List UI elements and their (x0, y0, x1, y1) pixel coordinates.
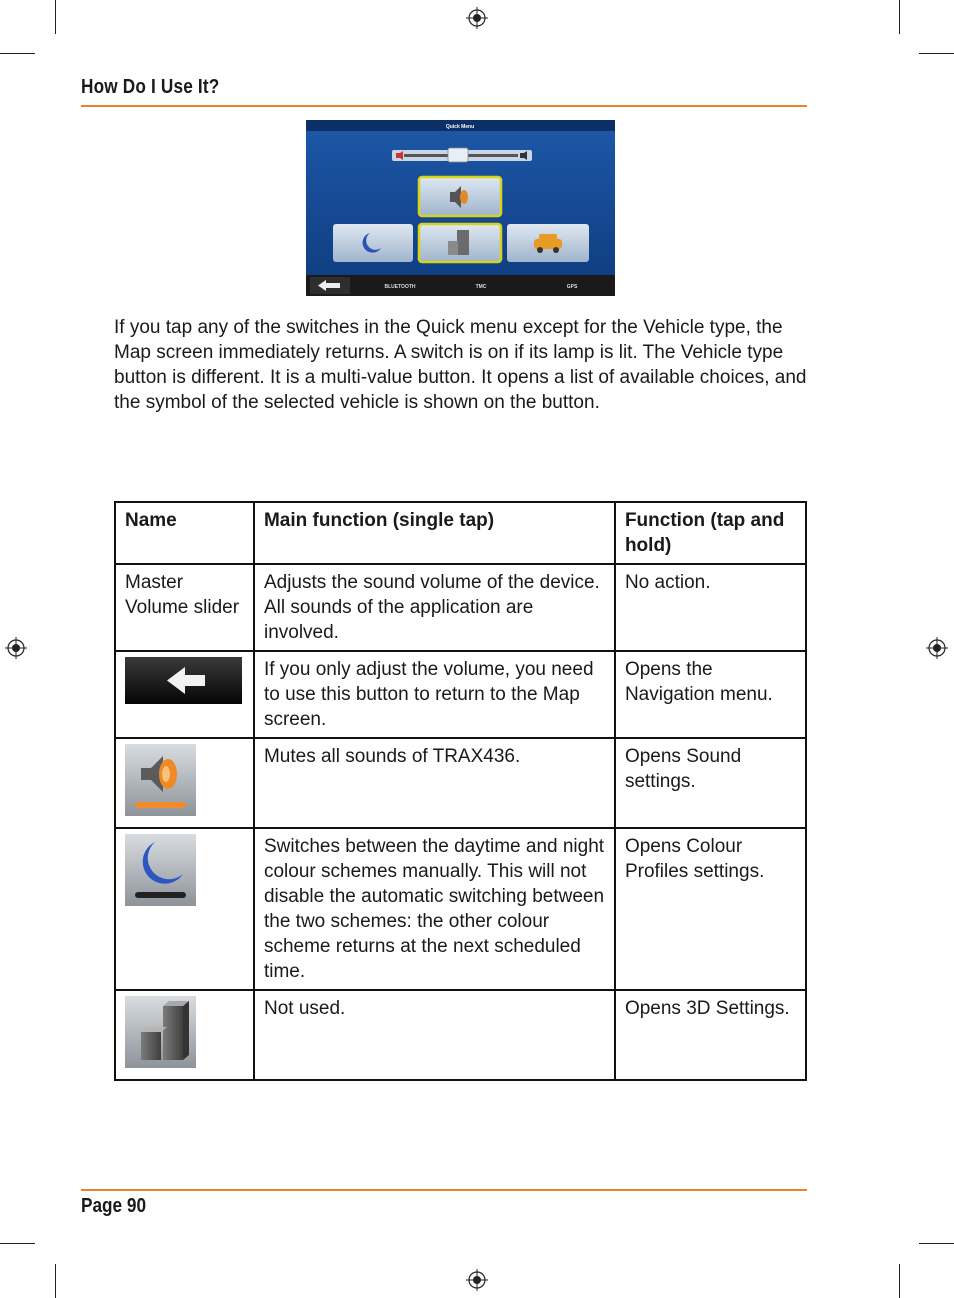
row-icon-cell (115, 990, 254, 1080)
crop-mark (899, 0, 900, 34)
crop-mark (899, 1264, 900, 1298)
row-name: Master Volume slider (115, 564, 254, 651)
gps-button[interactable]: GPS (566, 284, 578, 290)
quick-menu-screenshot (306, 120, 615, 296)
registration-mark-icon (5, 637, 27, 659)
back-arrow-icon (125, 657, 242, 704)
tmc-button[interactable]: TMC (475, 284, 487, 290)
page-number: Page 90 (81, 1195, 147, 1217)
mute-switch[interactable] (419, 177, 501, 216)
row-icon-cell (115, 651, 254, 738)
crop-mark (919, 53, 954, 54)
3d-buildings-icon (125, 996, 196, 1068)
table-header-row (115, 502, 806, 564)
vehicle-type-button[interactable] (507, 224, 589, 262)
row-icon-cell (115, 738, 254, 828)
back-button[interactable] (310, 277, 350, 294)
table-row (115, 651, 806, 738)
quick-menu-functions-table (114, 501, 807, 1081)
registration-mark-icon (926, 637, 948, 659)
registration-mark-icon (466, 1269, 488, 1291)
row-icon-cell (115, 828, 254, 990)
intro-paragraph: If you tap any of the switches in the Quick menu except for the Vehicle type, the Map screen immediately returns. A switch is on if its lamp is lit. The Vehicle type button is different. It is a multi-value button. It opens a list of available choices, and the symbol of the selected vehicle is shown on the button. (114, 317, 807, 413)
crop-mark (55, 0, 56, 34)
row-main-function: Not used. (254, 990, 615, 1080)
column-header-tap-and-hold: Function (tap and hold) (615, 502, 806, 564)
column-header-main-function: Main function (single tap) (254, 502, 615, 564)
table-row (115, 990, 806, 1080)
row-main-function: Adjusts the sound volume of the device. All sounds of the application are involved. (254, 564, 615, 651)
speaker-icon (125, 744, 196, 816)
row-main-function: Mutes all sounds of TRAX436. (254, 738, 615, 828)
moon-icon (125, 834, 196, 906)
row-hold-function: Opens Colour Profiles settings. (615, 828, 806, 990)
column-header-name: Name (115, 502, 254, 564)
crop-mark (55, 1264, 56, 1298)
registration-mark-icon (466, 7, 488, 29)
quick-menu-title: Quick Menu (445, 124, 475, 130)
row-hold-function: No action. (615, 564, 806, 651)
footer-rule (81, 1189, 807, 1191)
crop-mark (0, 1243, 35, 1244)
night-mode-switch[interactable] (333, 224, 413, 262)
master-volume-slider[interactable] (392, 148, 532, 162)
bluetooth-button[interactable]: BLUETOOTH (384, 284, 416, 290)
crop-mark (0, 53, 35, 54)
crop-mark (919, 1243, 954, 1244)
table-row (115, 738, 806, 828)
table-row (115, 564, 806, 651)
row-hold-function: Opens 3D Settings. (615, 990, 806, 1080)
header-rule (81, 105, 807, 107)
3d-switch[interactable] (419, 224, 501, 262)
row-hold-function: Opens the Navigation menu. (615, 651, 806, 738)
row-hold-function: Opens Sound settings. (615, 738, 806, 828)
table-row (115, 828, 806, 990)
row-main-function: Switches between the daytime and night colour schemes manually. This will not disable the automatic switching between the two schemes: the other colour scheme returns at the next scheduled time. (254, 828, 615, 990)
row-main-function: If you only adjust the volume, you need to use this button to return to the Map screen. (254, 651, 615, 738)
page-header-title: How Do I Use It? (81, 76, 220, 98)
